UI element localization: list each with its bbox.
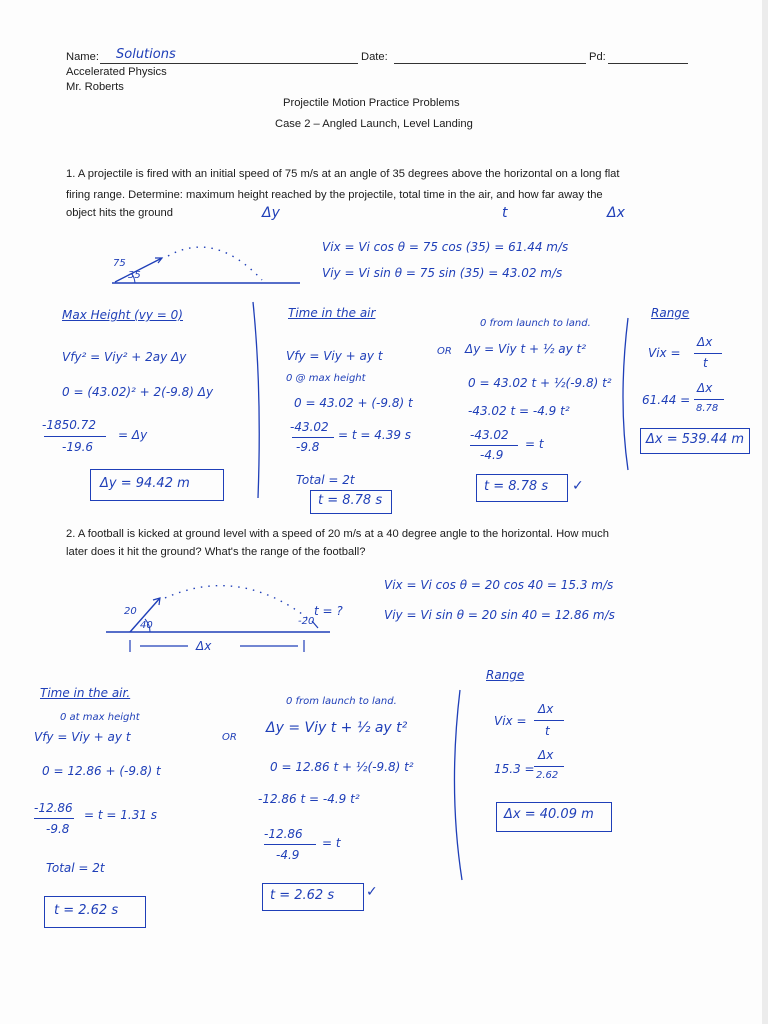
problem2-range-heading: Range: [486, 668, 525, 682]
problem1-range-eq1-den: t: [703, 356, 708, 370]
problem2-launch-num: -12.86: [264, 827, 303, 841]
problem1-check-mark: ✓: [572, 478, 584, 494]
course-name: Accelerated Physics: [66, 66, 167, 78]
problem2-text-line1: 2. A football is kicked at ground level with a speed of 20 m/s at a 40 degree angle to the horizontal. How much: [66, 528, 609, 540]
problem1-range-eq2-num: Δx: [697, 381, 713, 395]
problem2-range-fraction-bar2: [534, 766, 564, 767]
problem1-time-result: = t = 4.39 s: [338, 428, 412, 442]
problem1-diagram-angle: 35: [128, 270, 141, 281]
problem1-height-den: -19.6: [62, 440, 94, 454]
problem1-time-den: -9.8: [296, 440, 320, 454]
problem2-time-den: -9.8: [46, 822, 70, 836]
problem1-height-answer: Δy = 94.42 m: [100, 476, 190, 491]
problem2-range-eq1-den: t: [545, 724, 550, 738]
period-label: Pd:: [589, 51, 606, 63]
problem2-vix: Vix = Vi cos θ = 20 cos 40 = 15.3 m/s: [384, 578, 614, 592]
problem1-height-eq2: 0 = (43.02)² + 2(-9.8) Δy: [62, 385, 214, 399]
problem1-time-answer: t = 8.78 s: [318, 493, 383, 508]
problem2-range-eq2-den: 2.62: [536, 770, 559, 781]
worksheet-title: Projectile Motion Practice Problems: [283, 97, 460, 109]
problem2-launch-heading: 0 from launch to land.: [286, 696, 397, 707]
problem1-launch-eq3: -43.02 t = -4.9 t²: [468, 404, 570, 418]
name-label: Name:: [66, 51, 99, 63]
problem1-launch-answer: t = 8.78 s: [484, 479, 549, 494]
problem1-text-line3: object hits the ground: [66, 207, 173, 219]
problem1-text-line1: 1. A projectile is fired with an initial speed of 75 m/s at an angle of 35 degrees above the horizontal on a long flat: [66, 168, 620, 180]
problem1-time-num: -43.02: [290, 420, 329, 434]
problem1-range-eq2-den: 8.78: [696, 403, 719, 414]
problem1-launch-result: = t: [525, 437, 544, 451]
problem1-time-eq2: 0 = 43.02 + (-9.8) t: [294, 396, 413, 410]
problem2-diagram-time: t = ?: [314, 604, 343, 618]
problem1-height-heading: Max Height (vy = 0): [62, 308, 183, 322]
problem1-height-eq3: = Δy: [118, 428, 148, 442]
problem2-or-label: OR: [222, 732, 237, 743]
problem1-vix: Vix = Vi cos θ = 75 cos (35) = 61.44 m/s: [322, 240, 569, 254]
problem1-range-heading: Range: [651, 306, 690, 320]
problem2-check-mark: ✓: [366, 884, 378, 900]
problem2-launch-answer: t = 2.62 s: [270, 888, 335, 903]
problem1-mark-dx: Δx: [607, 205, 625, 221]
problem2-time-note: 0 at max height: [60, 712, 140, 723]
problem1-range-eq1-lhs: Vix =: [648, 346, 681, 360]
problem1-diagram-speed: 75: [113, 258, 126, 269]
problem1-viy: Viy = Vi sin θ = 75 sin (35) = 43.02 m/s: [322, 266, 563, 280]
problem2-diagram-final-speed: -20: [298, 616, 315, 627]
problem2-time-eq1: Vfy = Viy + ay t: [34, 730, 131, 744]
problem2-time-fraction-bar: [34, 818, 74, 819]
problem1-time-total: Total = 2t: [296, 473, 355, 487]
problem2-time-heading: Time in the air.: [40, 686, 131, 700]
date-label: Date:: [361, 51, 388, 63]
problem1-launch-eq1: Δy = Viy t + ½ ay t²: [465, 342, 587, 356]
problem2-launch-eq2: 0 = 12.86 t + ½(-9.8) t²: [270, 760, 414, 774]
problem2-launch-den: -4.9: [276, 848, 300, 862]
problem2-range-fraction-bar1: [534, 720, 564, 721]
problem2-time-total: Total = 2t: [46, 861, 105, 875]
problem2-viy: Viy = Vi sin θ = 20 sin 40 = 12.86 m/s: [384, 608, 615, 622]
problem2-range-eq2-lhs: 15.3 =: [494, 762, 535, 776]
problem1-mark-t: t: [502, 205, 508, 221]
problem1-range-answer: Δx = 539.44 m: [646, 432, 745, 447]
worksheet-subtitle: Case 2 – Angled Launch, Level Landing: [275, 118, 473, 130]
problem2-range-answer: Δx = 40.09 m: [504, 807, 594, 822]
problem2-diagram-angle: 40: [140, 620, 153, 631]
problem2-launch-fraction-bar: [264, 844, 316, 845]
problem1-range-eq2-lhs: 61.44 =: [642, 393, 691, 407]
problem2-diagram-speed: 20: [124, 606, 137, 617]
problem1-or-label: OR: [437, 346, 452, 357]
problem2-launch-eq3: -12.86 t = -4.9 t²: [258, 792, 360, 806]
problem2-range-eq1-num: Δx: [538, 702, 554, 716]
name-value: Solutions: [116, 47, 176, 62]
problem2-launch-eq1: Δy = Viy t + ½ ay t²: [266, 720, 408, 736]
problem2-time-eq2: 0 = 12.86 + (-9.8) t: [42, 764, 161, 778]
problem2-range-eq1-lhs: Vix =: [494, 714, 527, 728]
problem1-time-heading: Time in the air: [288, 306, 376, 320]
problem2-launch-result: = t: [322, 836, 341, 850]
problem2-range-eq2-num: Δx: [538, 748, 554, 762]
problem1-height-num: -1850.72: [42, 418, 96, 432]
problem2-time-num: -12.86: [34, 801, 73, 815]
problem1-time-note: 0 @ max height: [286, 373, 366, 384]
problem1-time-eq1: Vfy = Viy + ay t: [286, 349, 383, 363]
problem1-height-eq1: Vfy² = Viy² + 2ay Δy: [62, 350, 187, 364]
problem1-text-line2: firing range. Determine: maximum height reached by the projectile, total time in the air, and how far away the: [66, 189, 603, 201]
problem2-diagram-range: Δx: [196, 639, 212, 653]
teacher-name: Mr. Roberts: [66, 81, 124, 93]
problem1-launch-heading: 0 from launch to land.: [480, 318, 591, 329]
problem1-mark-dy: Δy: [262, 205, 280, 221]
problem1-launch-den: -4.9: [480, 448, 504, 462]
problem1-launch-num: -43.02: [470, 428, 509, 442]
problem1-range-eq1-num: Δx: [697, 335, 713, 349]
problem1-launch-eq2: 0 = 43.02 t + ½(-9.8) t²: [468, 376, 612, 390]
problem2-time-answer: t = 2.62 s: [54, 903, 119, 918]
problem2-time-result: = t = 1.31 s: [84, 808, 158, 822]
problem2-text-line2: later does it hit the ground? What's the range of the football?: [66, 546, 366, 558]
